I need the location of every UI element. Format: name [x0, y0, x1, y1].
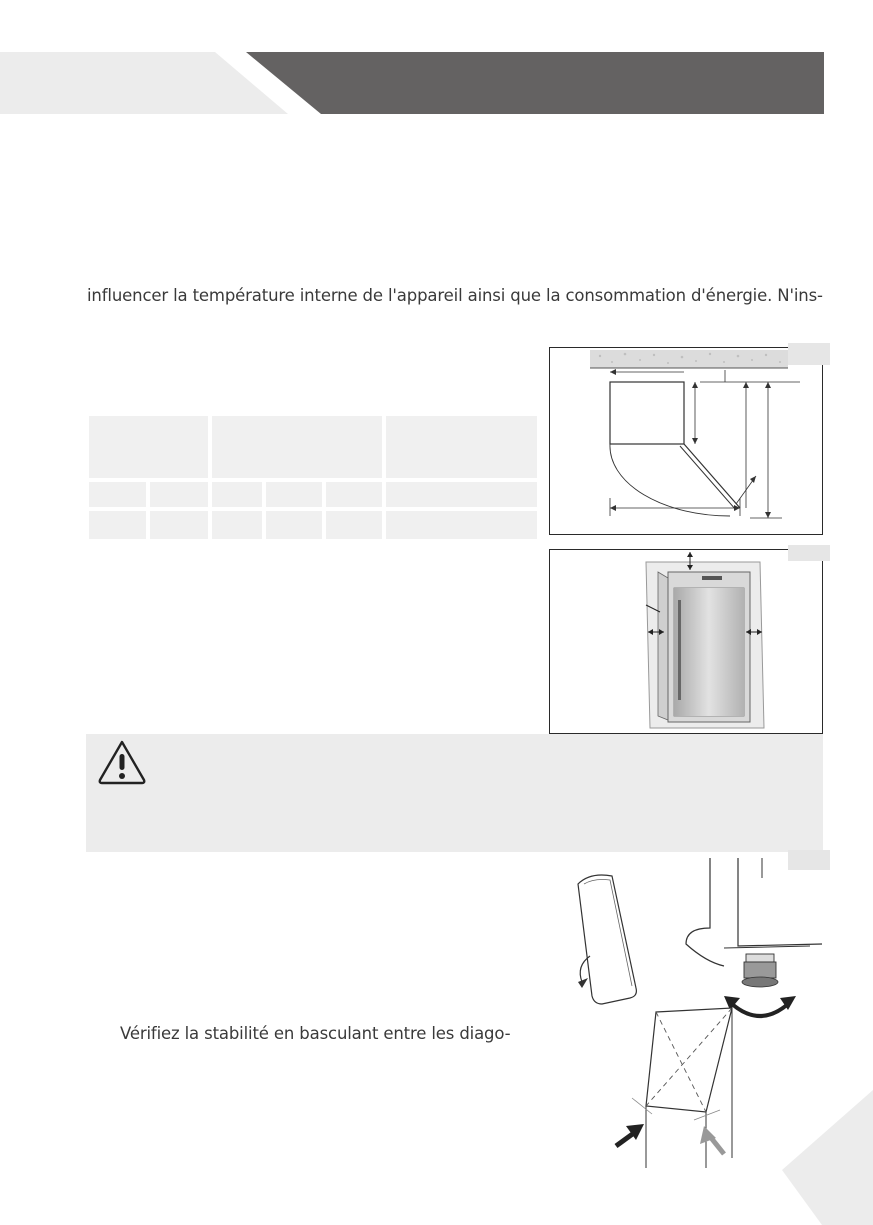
figure-tag	[788, 850, 830, 870]
installation-figure	[549, 549, 823, 734]
table-cell	[326, 511, 382, 539]
table-cell	[150, 511, 208, 539]
table-header-cell	[386, 416, 537, 478]
table-cell	[150, 482, 208, 507]
table-cell	[386, 511, 537, 539]
table-cell	[386, 482, 537, 507]
foot-leveling-diagram	[560, 858, 830, 1168]
table-cell	[89, 482, 146, 507]
figure-tag	[788, 545, 830, 561]
header-banner	[246, 52, 824, 114]
body-text-line: influencer la température interne de l'appareil ainsi que la consommation d'énergie. N'ins-	[87, 286, 823, 305]
header-tab-left	[0, 52, 300, 114]
door-clearance-figure	[549, 347, 823, 535]
leveling-figure	[560, 858, 830, 1168]
installation-spacing-diagram	[550, 550, 822, 733]
table-cell	[89, 511, 146, 539]
table-cell	[266, 482, 322, 507]
table-cell	[326, 482, 382, 507]
table-header-cell	[89, 416, 208, 478]
table-cell	[212, 482, 262, 507]
table-cell	[212, 511, 262, 539]
warning-triangle-icon	[96, 738, 148, 786]
warning-panel	[86, 734, 823, 852]
table-header-cell	[212, 416, 382, 478]
body-text-line: Vérifiez la stabilité en basculant entre les diago-	[120, 1024, 511, 1043]
table-cell	[266, 511, 322, 539]
door-clearance-diagram	[550, 348, 822, 534]
figure-tag	[788, 343, 830, 365]
